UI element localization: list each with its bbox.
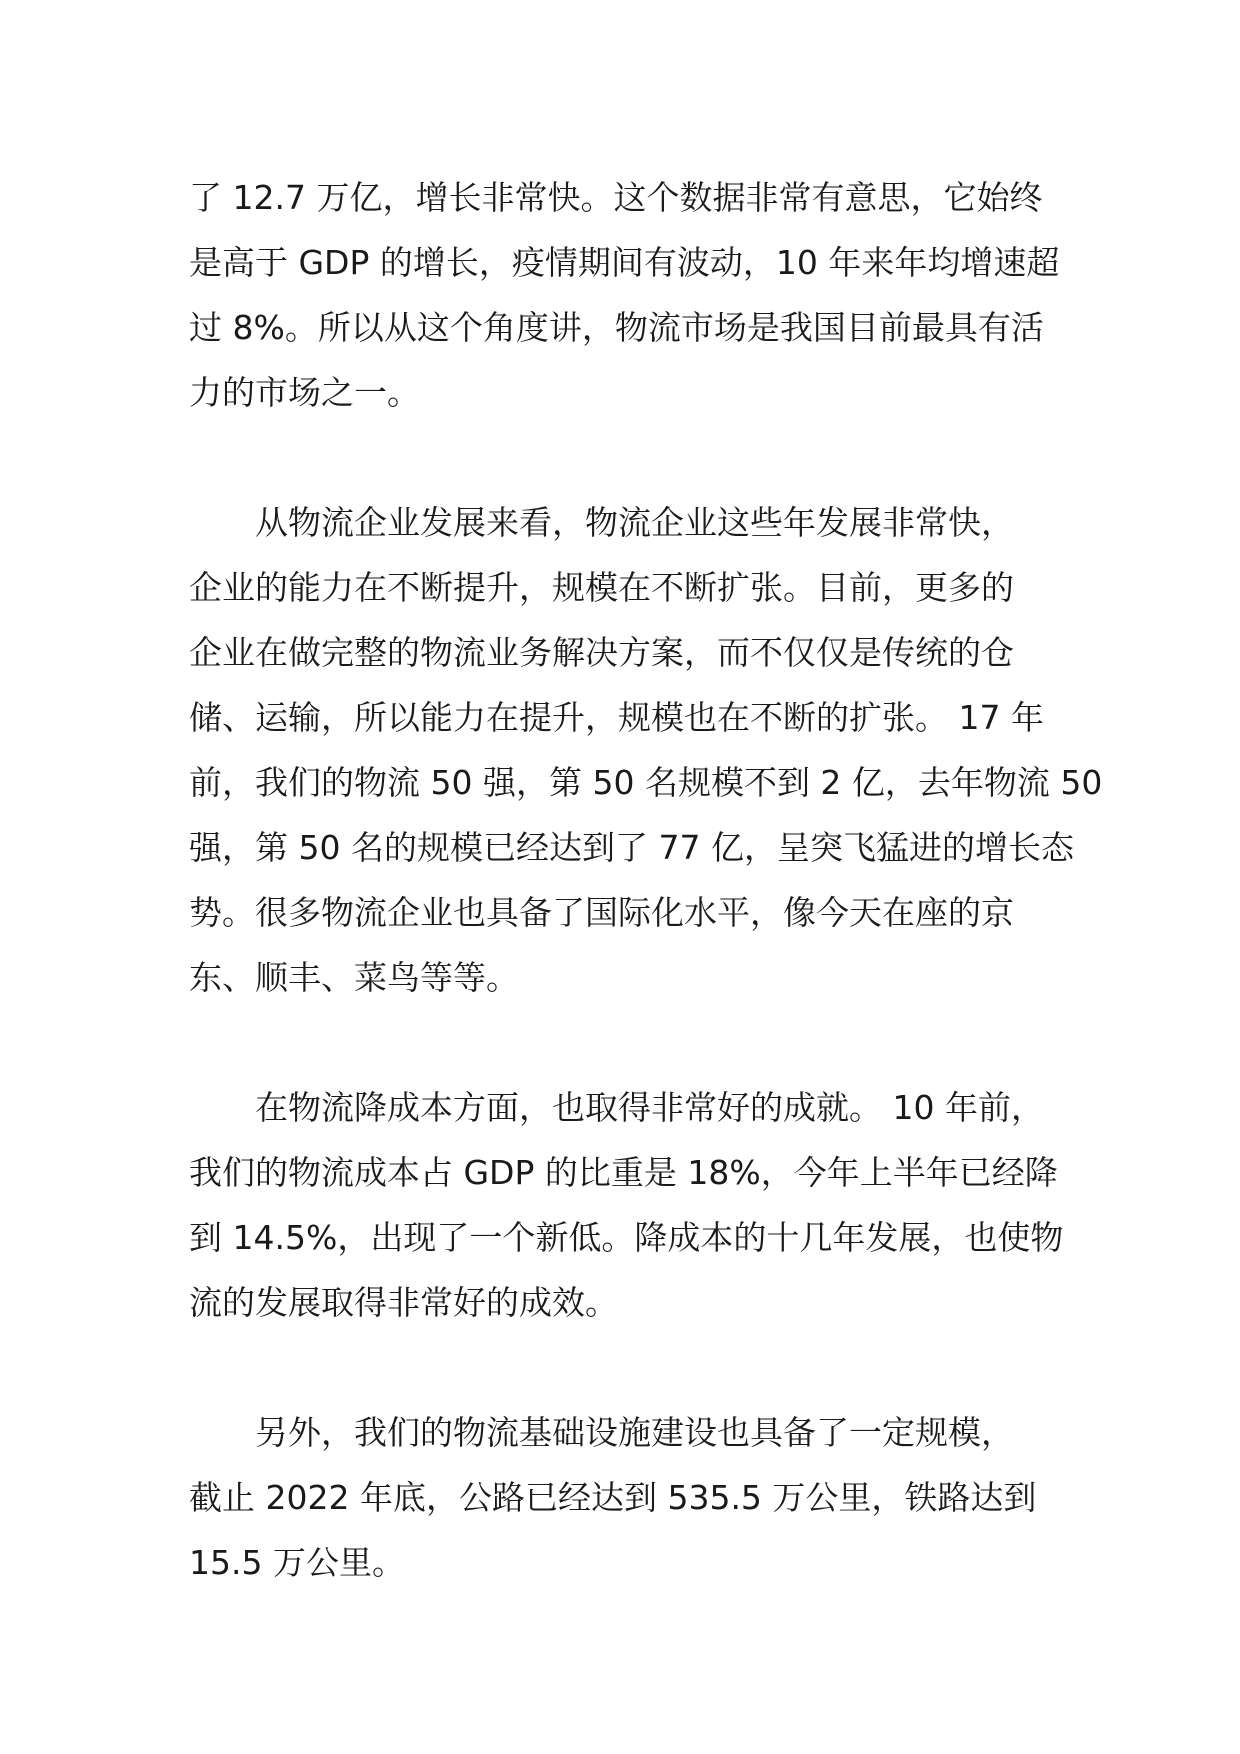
text-line: 势。很多物流企业也具备了国际化水平，像今天在座的京 — [189, 893, 1014, 932]
text-line: 储、运输，所以能力在提升，规模也在不断的扩张。 17 年 — [189, 698, 1044, 737]
text-line: 东、顺丰、菜鸟等等。 — [189, 958, 519, 997]
text-line: 在物流降成本方面，也取得非常好的成就。 10 年前， — [255, 1088, 1044, 1127]
paragraph-spacer — [189, 425, 1059, 490]
paragraph-enterprise-development — [189, 490, 1103, 1010]
text-line: 另外，我们的物流基础设施建设也具备了一定规模， — [255, 1413, 1014, 1452]
paragraph-infrastructure — [189, 1400, 1059, 1595]
text-line: 前，我们的物流 50 强，第 50 名规模不到 2 亿，去年物流 50 — [189, 763, 1103, 802]
paragraph-market-growth — [189, 165, 1059, 425]
text-line: 强，第 50 名的规模已经达到了 77 亿，呈突飞猛进的增长态 — [189, 828, 1074, 867]
text-line: 企业在做完整的物流业务解决方案，而不仅仅是传统的仓 — [189, 633, 1014, 672]
text-line: 了 12.7 万亿，增长非常快。这个数据非常有意思，它始终 — [189, 178, 1043, 217]
paragraph-spacer — [189, 1335, 1059, 1400]
text-line: 力的市场之一。 — [189, 373, 420, 412]
text-line: 是高于 GDP 的增长，疫情期间有波动，10 年来年均增速超 — [189, 243, 1060, 282]
text-line: 过 8%。所以从这个角度讲，物流市场是我国目前最具有活 — [189, 308, 1044, 347]
text-line: 到 14.5%，出现了一个新低。降成本的十几年发展，也使物 — [189, 1218, 1064, 1257]
text-line: 15.5 万公里。 — [189, 1543, 405, 1582]
text-line: 企业的能力在不断提升，规模在不断扩张。目前，更多的 — [189, 568, 1014, 607]
paragraph-spacer — [189, 1010, 1059, 1075]
document-body — [189, 165, 1103, 1595]
text-line: 从物流企业发展来看，物流企业这些年发展非常快， — [255, 503, 1014, 542]
paragraph-cost-reduction — [189, 1075, 1064, 1335]
text-line: 流的发展取得非常好的成效。 — [189, 1283, 618, 1322]
text-line: 截止 2022 年底，公路已经达到 535.5 万公里，铁路达到 — [189, 1478, 1037, 1517]
text-line: 我们的物流成本占 GDP 的比重是 18%，今年上半年已经降 — [189, 1153, 1058, 1192]
